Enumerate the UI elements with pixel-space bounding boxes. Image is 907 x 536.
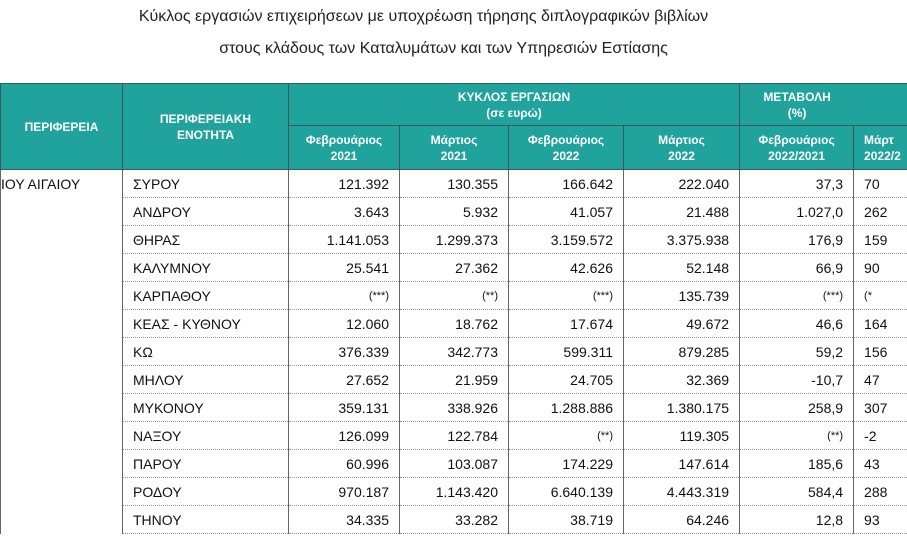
unit-cell: ΠΑΡΟΥ bbox=[123, 450, 289, 478]
unit-cell: ΝΑΞΟΥ bbox=[123, 422, 289, 450]
value-cell: 122.784 bbox=[400, 422, 509, 450]
value-cell: 121.392 bbox=[289, 170, 400, 198]
region-cell bbox=[1, 506, 123, 534]
value-cell: 66,9 bbox=[740, 254, 854, 282]
value-cell: 307 bbox=[854, 394, 907, 422]
value-cell: 258,9 bbox=[740, 394, 854, 422]
value-cell: 41.057 bbox=[509, 198, 624, 226]
table-row bbox=[1, 254, 907, 282]
value-cell: 49.672 bbox=[624, 310, 740, 338]
value-cell: 185,6 bbox=[740, 450, 854, 478]
unit-cell: ΚΕΑΣ - ΚΥΘΝΟΥ bbox=[123, 310, 289, 338]
header-turnover-label: ΚΥΚΛΟΣ ΕΡΓΑΣΙΩΝ bbox=[457, 89, 571, 104]
value-cell: -10,7 bbox=[740, 366, 854, 394]
header-col: Φεβρουάριος 2022/2021 bbox=[740, 126, 854, 170]
value-cell: 21.959 bbox=[400, 366, 509, 394]
value-cell: 38.719 bbox=[509, 506, 624, 534]
table-row bbox=[1, 282, 907, 310]
value-cell: 60.996 bbox=[289, 450, 400, 478]
turnover-table bbox=[0, 83, 907, 534]
value-cell: 1.288.886 bbox=[509, 394, 624, 422]
value-cell: 4.443.319 bbox=[624, 478, 740, 506]
value-cell: 18.762 bbox=[400, 310, 509, 338]
header-change-label: ΜΕΤΑΒΟΛΗ bbox=[763, 89, 831, 104]
value-cell: 176,9 bbox=[740, 226, 854, 254]
value-cell: 1.027,0 bbox=[740, 198, 854, 226]
region-cell bbox=[1, 282, 123, 310]
header-region: ΠΕΡΙΦΕΡΕΙΑ bbox=[1, 84, 123, 170]
value-cell: 130.355 bbox=[400, 170, 509, 198]
value-cell: 70 bbox=[854, 170, 907, 198]
value-cell: 90 bbox=[854, 254, 907, 282]
header-col: Φεβρουάριος 2022 bbox=[509, 126, 624, 170]
header-unit bbox=[123, 84, 289, 170]
value-cell: -2 bbox=[854, 422, 907, 450]
value-cell: 12,8 bbox=[740, 506, 854, 534]
table-row bbox=[1, 422, 907, 450]
value-cell: 359.131 bbox=[289, 394, 400, 422]
value-cell: 1.380.175 bbox=[624, 394, 740, 422]
table-row bbox=[1, 226, 907, 254]
value-cell: 93 bbox=[854, 506, 907, 534]
value-cell: 376.339 bbox=[289, 338, 400, 366]
header-turnover-unit: (σε ευρώ) bbox=[486, 105, 542, 120]
value-cell: 37,3 bbox=[740, 170, 854, 198]
region-cell bbox=[1, 254, 123, 282]
value-cell: 1.143.420 bbox=[400, 478, 509, 506]
value-cell: 5.932 bbox=[400, 198, 509, 226]
value-cell: 27.362 bbox=[400, 254, 509, 282]
table-row bbox=[1, 338, 907, 366]
table-row bbox=[1, 506, 907, 534]
header-col: Φεβρουάριος 2021 bbox=[289, 126, 400, 170]
region-cell bbox=[1, 394, 123, 422]
table-row bbox=[1, 450, 907, 478]
unit-cell: ΑΝΔΡΟΥ bbox=[123, 198, 289, 226]
value-cell: 59,2 bbox=[740, 338, 854, 366]
value-cell: 166.642 bbox=[509, 170, 624, 198]
unit-cell: ΜΥΚΟΝΟΥ bbox=[123, 394, 289, 422]
value-cell: 17.674 bbox=[509, 310, 624, 338]
value-cell: 42.626 bbox=[509, 254, 624, 282]
value-cell: 156 bbox=[854, 338, 907, 366]
value-cell: 599.311 bbox=[509, 338, 624, 366]
value-cell: 25.541 bbox=[289, 254, 400, 282]
value-cell: (**) bbox=[400, 282, 509, 310]
value-cell: (***) bbox=[289, 282, 400, 310]
unit-cell: ΣΥΡΟΥ bbox=[123, 170, 289, 198]
region-cell bbox=[1, 366, 123, 394]
value-cell: 33.282 bbox=[400, 506, 509, 534]
table-row bbox=[1, 478, 907, 506]
unit-cell: ΚΩ bbox=[123, 338, 289, 366]
header-unit-label: ΠΕΡΙΦΕΡΕΙΑΚΗ ΕΝΟΤΗΤΑ bbox=[159, 111, 252, 142]
value-cell: 970.187 bbox=[289, 478, 400, 506]
value-cell: 222.040 bbox=[624, 170, 740, 198]
header-col: Μάρτιος 2021 bbox=[400, 126, 509, 170]
region-cell: ΙΟΥ ΑΙΓΑΙΟΥ bbox=[1, 170, 123, 198]
value-cell: 32.369 bbox=[624, 366, 740, 394]
region-cell bbox=[1, 198, 123, 226]
region-cell bbox=[1, 226, 123, 254]
table-body bbox=[1, 170, 907, 534]
value-cell: 3.375.938 bbox=[624, 226, 740, 254]
region-cell bbox=[1, 422, 123, 450]
unit-cell: ΜΗΛΟΥ bbox=[123, 366, 289, 394]
table-title: Κύκλος εργασιών επιχειρήσεων με υποχρέωση τήρησης διπλογραφικών βιβλίων bbox=[138, 8, 709, 25]
value-cell: 27.652 bbox=[289, 366, 400, 394]
value-cell: 3.643 bbox=[289, 198, 400, 226]
table-row bbox=[1, 198, 907, 226]
region-cell bbox=[1, 478, 123, 506]
value-cell: 159 bbox=[854, 226, 907, 254]
value-cell: 6.640.139 bbox=[509, 478, 624, 506]
unit-cell: ΚΑΛΥΜΝΟΥ bbox=[123, 254, 289, 282]
unit-cell: ΡΟΔΟΥ bbox=[123, 478, 289, 506]
value-cell: (**) bbox=[509, 422, 624, 450]
unit-cell: ΚΑΡΠΑΘΟΥ bbox=[123, 282, 289, 310]
table-row bbox=[1, 170, 907, 198]
unit-cell: ΘΗΡΑΣ bbox=[123, 226, 289, 254]
value-cell: 262 bbox=[854, 198, 907, 226]
value-cell: 52.148 bbox=[624, 254, 740, 282]
value-cell: 46,6 bbox=[740, 310, 854, 338]
unit-cell: ΤΗΝΟΥ bbox=[123, 506, 289, 534]
value-cell: 21.488 bbox=[624, 198, 740, 226]
value-cell: 3.159.572 bbox=[509, 226, 624, 254]
value-cell: 64.246 bbox=[624, 506, 740, 534]
value-cell: 12.060 bbox=[289, 310, 400, 338]
value-cell: 288 bbox=[854, 478, 907, 506]
value-cell: 24.705 bbox=[509, 366, 624, 394]
value-cell: 342.773 bbox=[400, 338, 509, 366]
table-row bbox=[1, 394, 907, 422]
value-cell: 47 bbox=[854, 366, 907, 394]
value-cell: 119.305 bbox=[624, 422, 740, 450]
table-subtitle: στους κλάδους των Καταλυμάτων και των Υπηρεσιών Εστίασης bbox=[219, 40, 668, 57]
region-cell bbox=[1, 310, 123, 338]
value-cell: 43 bbox=[854, 450, 907, 478]
header-col: Μάρτιος 2022 bbox=[624, 126, 740, 170]
value-cell: 126.099 bbox=[289, 422, 400, 450]
value-cell: 164 bbox=[854, 310, 907, 338]
value-cell: 135.739 bbox=[624, 282, 740, 310]
header-change-unit: (%) bbox=[787, 105, 807, 120]
header-turnover bbox=[289, 84, 740, 126]
value-cell: 1.141.053 bbox=[289, 226, 400, 254]
value-cell: 584,4 bbox=[740, 478, 854, 506]
region-cell bbox=[1, 450, 123, 478]
region-cell bbox=[1, 338, 123, 366]
value-cell: 338.926 bbox=[400, 394, 509, 422]
value-cell: (**) bbox=[740, 422, 854, 450]
value-cell: 174.229 bbox=[509, 450, 624, 478]
value-cell: 147.614 bbox=[624, 450, 740, 478]
table-row bbox=[1, 366, 907, 394]
value-cell: (***) bbox=[509, 282, 624, 310]
value-cell: (* bbox=[854, 282, 907, 310]
value-cell: (***) bbox=[740, 282, 854, 310]
header-change bbox=[740, 84, 907, 126]
table-row bbox=[1, 310, 907, 338]
value-cell: 1.299.373 bbox=[400, 226, 509, 254]
value-cell: 879.285 bbox=[624, 338, 740, 366]
value-cell: 34.335 bbox=[289, 506, 400, 534]
header-col: Μάρτ 2022/2 bbox=[854, 126, 907, 170]
value-cell: 103.087 bbox=[400, 450, 509, 478]
